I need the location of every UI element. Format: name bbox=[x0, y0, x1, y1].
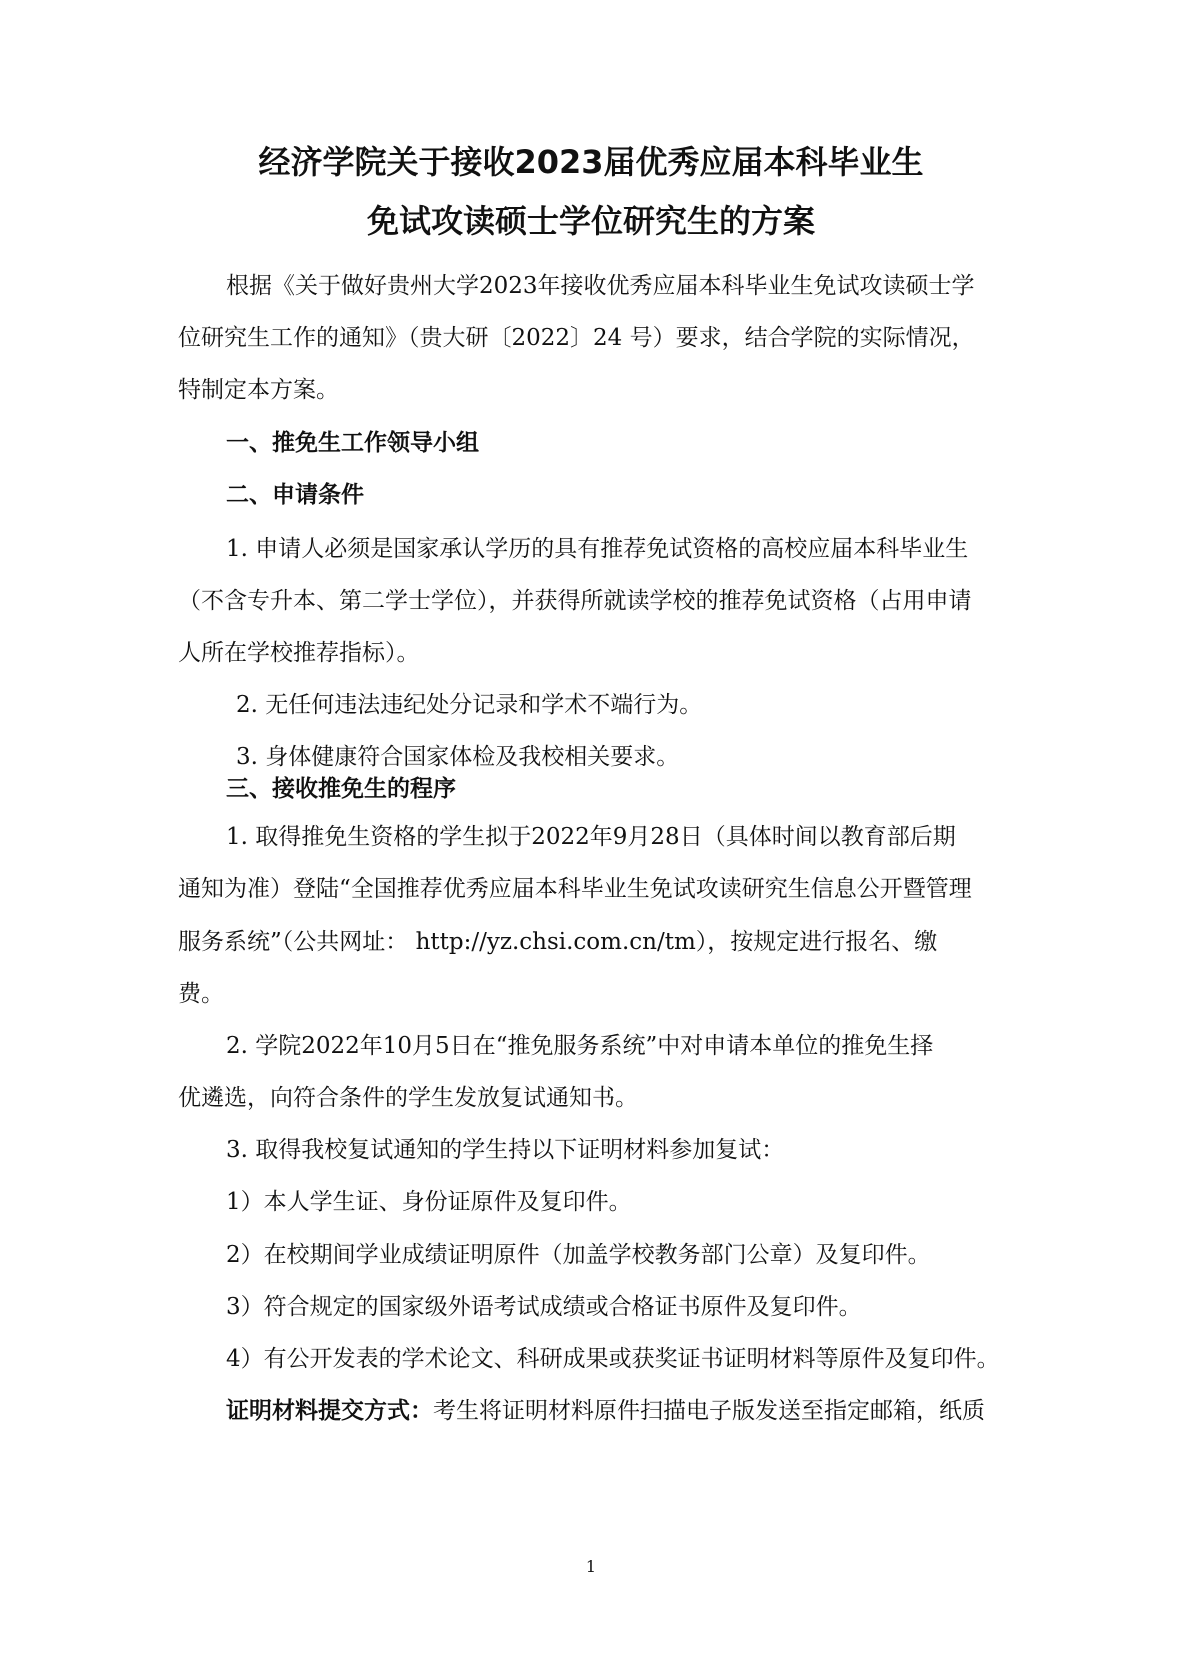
condition-2: 2. 无任何违法违纪处分记录和学术不端行为。 bbox=[236, 692, 703, 718]
material-item-4: 4）有公开发表的学术论文、科研成果或获奖证书证明材料等原件及复印件。 bbox=[226, 1346, 1000, 1372]
material-item-1: 1）本人学生证、身份证原件及复印件。 bbox=[226, 1189, 632, 1215]
procedure-3: 3. 取得我校复试通知的学生持以下证明材料参加复试： bbox=[226, 1137, 785, 1163]
submission-method-text: 考生将证明材料原件扫描电子版发送至指定邮箱，纸质 bbox=[433, 1398, 985, 1424]
material-item-2: 2）在校期间学业成绩证明原件（加盖学校教务部门公章）及复印件。 bbox=[226, 1242, 931, 1268]
intro-paragraph-line-2: 位研究生工作的通知》（贵大研〔2022〕24 号）要求，结合学院的实际情况， bbox=[178, 325, 975, 351]
procedure-1-line-1: 1. 取得推免生资格的学生拟于2022年9月28日（具体时间以教育部后期 bbox=[226, 824, 956, 850]
procedure-1-line-2: 通知为准）登陆“全国推荐优秀应届本科毕业生免试攻读研究生信息公开暨管理 bbox=[178, 876, 972, 902]
section-heading-acceptance-procedure: 三、接收推免生的程序 bbox=[226, 776, 456, 802]
document-title-line-2: 免试攻读硕士学位研究生的方案 bbox=[366, 202, 815, 240]
submission-method-label: 证明材料提交方式： bbox=[226, 1398, 433, 1424]
procedure-1-line-4: 费。 bbox=[178, 981, 224, 1007]
document-title-line-1: 经济学院关于接收2023届优秀应届本科毕业生 bbox=[258, 143, 924, 181]
condition-3: 3. 身体健康符合国家体检及我校相关要求。 bbox=[236, 744, 680, 770]
condition-1-line-2: （不含专升本、第二学士学位），并获得所就读学校的推荐免试资格（占用申请 bbox=[178, 588, 972, 614]
procedure-2-line-1: 2. 学院2022年10月5日在“推免服务系统”中对申请本单位的推免生择 bbox=[226, 1033, 934, 1059]
material-item-3: 3）符合规定的国家级外语考试成绩或合格证书原件及复印件。 bbox=[226, 1294, 862, 1320]
intro-paragraph-line-3: 特制定本方案。 bbox=[178, 377, 339, 403]
section-heading-application-conditions: 二、申请条件 bbox=[226, 482, 364, 508]
procedure-2-line-2: 优遴选，向符合条件的学生发放复试通知书。 bbox=[178, 1085, 638, 1111]
condition-1-line-3: 人所在学校推荐指标）。 bbox=[178, 640, 420, 666]
page-number: 1 bbox=[585, 1557, 597, 1576]
submission-method bbox=[226, 1395, 985, 1427]
intro-paragraph-line-1: 根据《关于做好贵州大学2023年接收优秀应届本科毕业生免试攻读硕士学 bbox=[226, 273, 975, 299]
procedure-1-line-3: 服务系统”（公共网址： http://yz.chsi.com.cn/tm），按规定进行报名、缴 bbox=[178, 929, 938, 955]
section-heading-leadership-group: 一、推免生工作领导小组 bbox=[226, 430, 479, 456]
condition-1-line-1: 1. 申请人必须是国家承认学历的具有推荐免试资格的高校应届本科毕业生 bbox=[226, 536, 969, 562]
